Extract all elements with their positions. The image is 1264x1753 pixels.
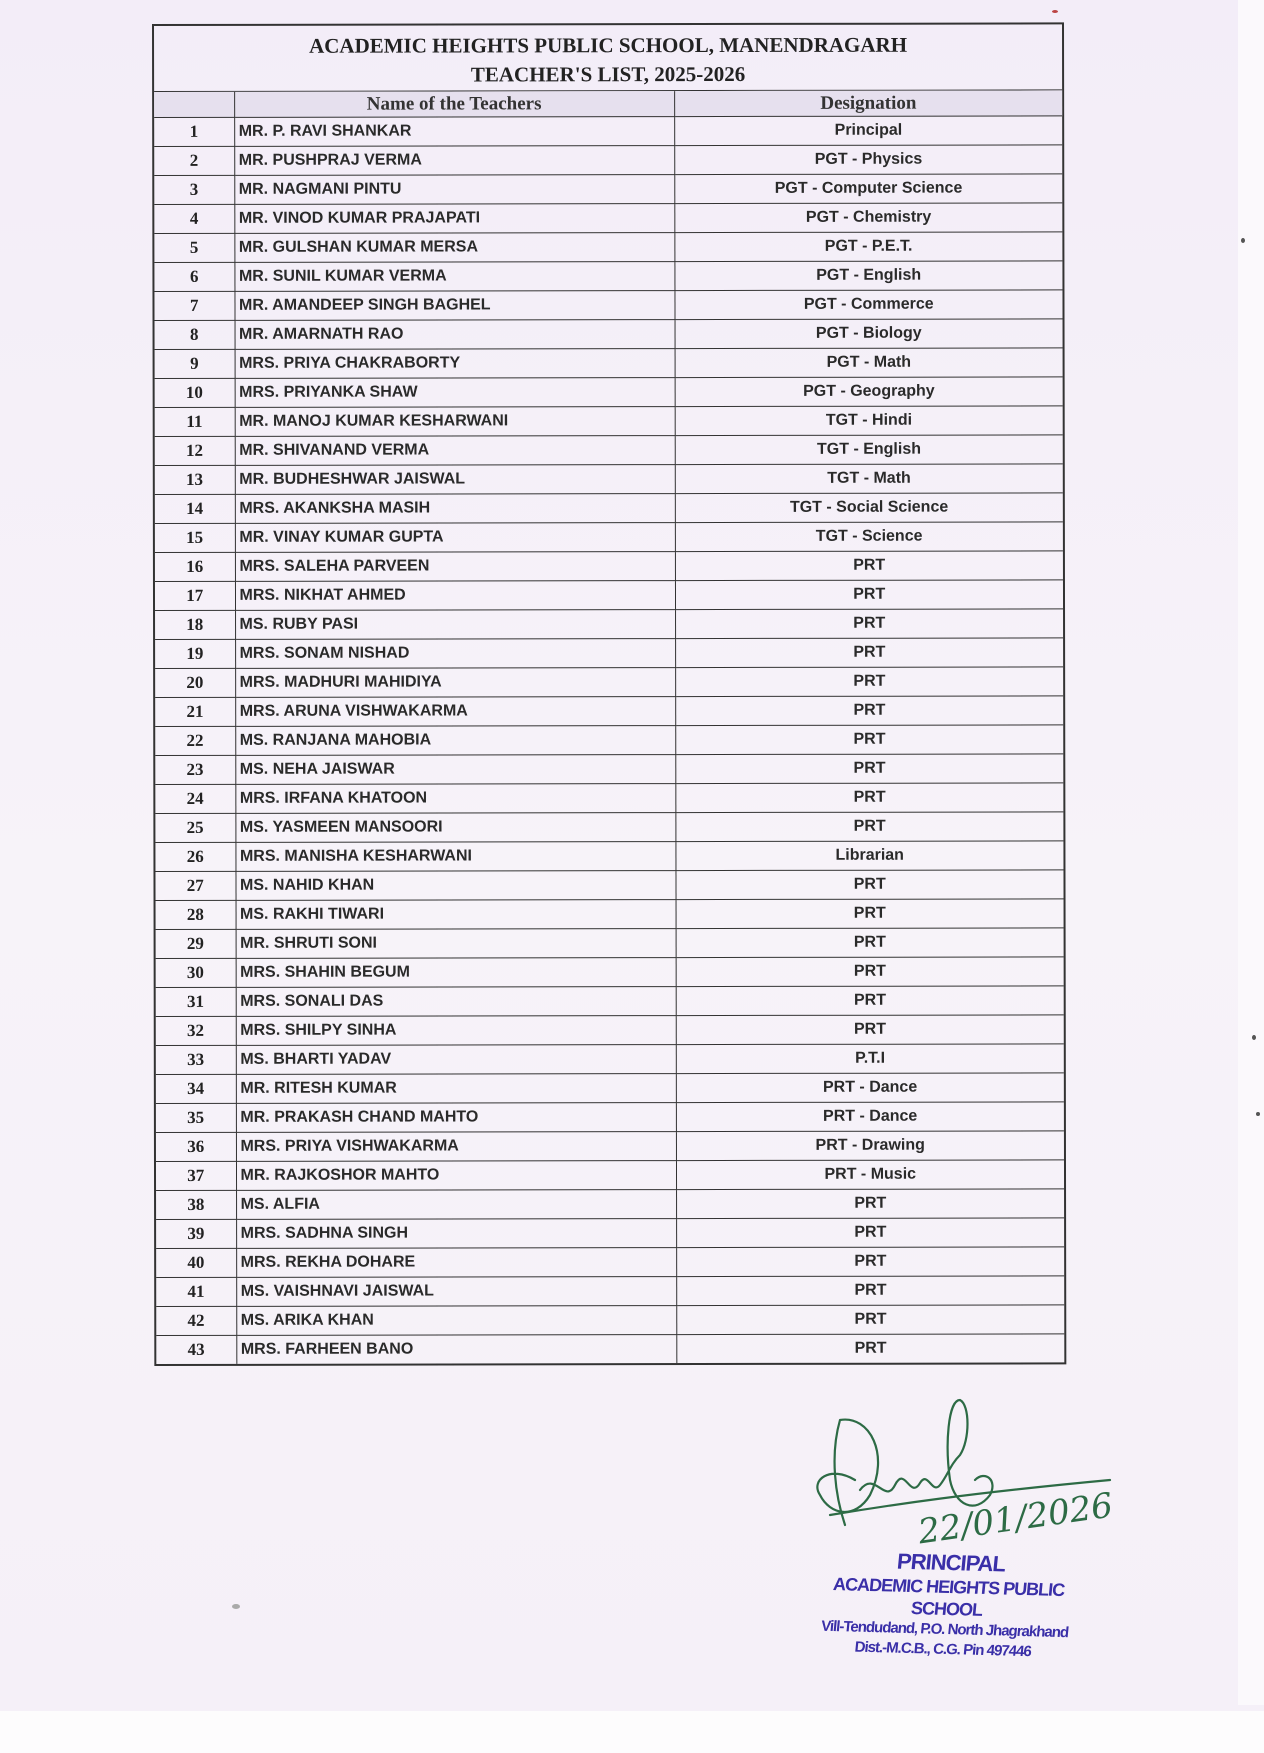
stamp-school: ACADEMIC HEIGHTS PUBLIC SCHOOL [832,1574,1066,1620]
table-row [156,1131,1064,1162]
name-cell: MRS. SADHNA SINGH [236,1219,676,1249]
table-row [155,725,1063,756]
designation-cell: TGT - Hindi [675,406,1063,436]
designation-cell: PRT - Drawing [676,1131,1064,1161]
serial-cell: 24 [155,784,235,813]
designation-cell: PGT - Geography [675,377,1063,407]
serial-cell: 15 [155,523,235,552]
school-name: ACADEMIC HEIGHTS PUBLIC SCHOOL, MANENDRAGARH [309,32,908,58]
name-cell: MRS. NIKHAT AHMED [235,581,675,611]
serial-cell: 1 [154,117,234,146]
scan-speck [232,1604,240,1609]
designation-cell: PRT [675,696,1063,726]
designation-cell: TGT - Science [675,522,1063,552]
designation-cell: PGT - Chemistry [674,203,1062,233]
name-cell: MS. YASMEEN MANSOORI [235,813,675,843]
serial-cell: 34 [156,1074,236,1103]
table-row [155,464,1063,495]
table-row [155,493,1063,524]
serial-cell: 29 [156,929,236,958]
designation-cell: PRT [675,725,1063,755]
table-row [155,841,1063,872]
name-cell: MRS. SHAHIN BEGUM [236,958,676,988]
name-cell: MRS. MADHURI MAHIDIYA [235,668,675,698]
stamp-title: PRINCIPAL [895,1548,1007,1577]
name-cell: MRS. FARHEEN BANO [236,1335,676,1364]
column-header-designation: Designation [674,90,1062,116]
table-row [155,870,1063,901]
serial-cell: 18 [155,610,235,639]
designation-cell: PRT [676,1276,1064,1306]
table-row [155,638,1063,669]
name-cell: MR. VINOD KUMAR PRAJAPATI [234,204,674,234]
name-cell: MR. SHIVANAND VERMA [235,436,675,466]
name-cell: MS. RANJANA MAHOBIA [235,726,675,756]
name-cell: MRS. SONALI DAS [236,987,676,1017]
name-cell: MS. NAHID KHAN [235,871,675,901]
scan-speck [1256,1112,1260,1116]
scan-speck [1052,10,1058,13]
name-cell: MR. P. RAVI SHANKAR [234,117,674,147]
table-row [154,232,1062,263]
serial-cell: 2 [154,146,234,175]
table-row [156,1015,1064,1046]
name-cell: MR. SHRUTI SONI [236,929,676,959]
name-cell: MS. BHARTI YADAV [236,1045,676,1075]
name-cell: MR. RITESH KUMAR [236,1074,676,1104]
name-cell: MRS. ARUNA VISHWAKARMA [235,697,675,727]
principal-stamp [807,1547,1087,1664]
serial-cell: 10 [155,378,235,407]
serial-cell: 33 [156,1045,236,1074]
table-row [156,957,1064,988]
name-cell: MR. BUDHESHWAR JAISWAL [235,465,675,495]
stamp-address-line1: Vill-Tendudand, P.O. North Jhagrakhand [820,1617,1069,1642]
name-cell: MS. RUBY PASI [235,610,675,640]
table-row [154,116,1062,147]
table-row [156,899,1064,930]
table-row [156,1102,1064,1133]
table-row [156,1218,1064,1249]
designation-cell: PGT - Physics [674,145,1062,175]
designation-cell: PGT - Commerce [674,290,1062,320]
scan-speck [1241,238,1245,243]
designation-cell: PRT [676,1218,1064,1248]
designation-cell: PRT [676,1015,1064,1045]
serial-cell: 30 [156,958,236,987]
name-cell: MRS. SONAM NISHAD [235,639,675,669]
serial-cell: 3 [154,175,234,204]
name-cell: MRS. AKANKSHA MASIH [235,494,675,524]
table-header-row [154,90,1062,117]
serial-cell: 22 [155,726,235,755]
designation-cell: PRT [675,667,1063,697]
serial-cell: 41 [156,1277,236,1306]
designation-cell: Principal [674,116,1062,146]
name-cell: MS. NEHA JAISWAR [235,755,675,785]
name-cell: MR. VINAY KUMAR GUPTA [235,523,675,553]
table-row [154,203,1062,234]
table-row [156,986,1064,1017]
designation-cell: PGT - Computer Science [674,174,1062,204]
serial-cell: 43 [156,1335,236,1364]
table-row [156,1305,1064,1336]
name-cell: MRS. MANISHA KESHARWANI [235,842,675,872]
signature-date: 22/01/2026 [915,1485,1116,1553]
designation-cell: PRT [675,812,1063,842]
serial-cell: 27 [155,871,235,900]
designation-cell: PRT [676,1305,1064,1335]
table-row [155,783,1063,814]
designation-cell: PGT - P.E.T. [674,232,1062,262]
serial-cell: 13 [155,465,235,494]
table-row [155,696,1063,727]
serial-cell: 25 [155,813,235,842]
serial-cell: 8 [155,320,235,349]
table-row [154,145,1062,176]
table-row [155,667,1063,698]
table-row [156,1044,1064,1075]
serial-cell: 19 [155,639,235,668]
table-row [155,580,1063,611]
name-cell: MRS. IRFANA KHATOON [235,784,675,814]
name-cell: MRS. PRIYANKA SHAW [235,378,675,408]
table-row [156,1189,1064,1220]
name-cell: MR. NAGMANI PINTU [234,175,674,205]
scan-speck [1252,1035,1256,1040]
table-row [155,435,1063,466]
table-row [156,1160,1064,1191]
table-row [156,1073,1064,1104]
serial-cell: 31 [156,987,236,1016]
serial-cell: 5 [154,233,234,262]
designation-cell: PRT [676,899,1064,929]
serial-cell: 20 [155,668,235,697]
serial-cell: 14 [155,494,235,523]
serial-cell: 21 [155,697,235,726]
designation-cell: PGT - Biology [675,319,1063,349]
designation-cell: PRT [675,754,1063,784]
designation-cell: TGT - Social Science [675,493,1063,523]
designation-cell: PRT [675,609,1063,639]
serial-cell: 40 [156,1248,236,1277]
designation-cell: PRT [675,580,1063,610]
designation-cell: PRT [676,1334,1064,1363]
serial-cell: 35 [156,1103,236,1132]
column-header-serial [154,92,234,118]
serial-cell: 37 [156,1161,236,1190]
designation-cell: TGT - English [675,435,1063,465]
serial-cell: 36 [156,1132,236,1161]
name-cell: MR. AMANDEEP SINGH BAGHEL [234,291,674,321]
table-row [155,406,1063,437]
stamp-address-line2: Dist.-M.C.B., C.G. Pin 497446 [853,1638,1032,1661]
designation-cell: PGT - English [674,261,1062,291]
name-cell: MRS. SHILPY SINHA [236,1016,676,1046]
serial-cell: 9 [155,349,235,378]
table-row [156,1334,1064,1364]
table-row [155,319,1063,350]
serial-cell: 6 [154,262,234,291]
serial-cell: 39 [156,1219,236,1248]
designation-cell: TGT - Math [675,464,1063,494]
designation-cell: P.T.I [676,1044,1064,1074]
designation-cell: PRT [676,928,1064,958]
name-cell: MR. AMARNATH RAO [235,320,675,350]
serial-cell: 4 [154,204,234,233]
table-row [155,812,1063,843]
designation-cell: PRT [676,1247,1064,1277]
name-cell: MRS. SALEHA PARVEEN [235,552,675,582]
name-cell: MRS. PRIYA CHAKRABORTY [235,349,675,379]
name-cell: MS. ALFIA [236,1190,676,1220]
name-cell: MRS. REKHA DOHARE [236,1248,676,1278]
serial-cell: 17 [155,581,235,610]
table-row [155,609,1063,640]
designation-cell: PRT - Music [676,1160,1064,1190]
page-edge [0,1711,1264,1753]
name-cell: MRS. PRIYA VISHWAKARMA [236,1132,676,1162]
designation-cell: PRT [675,783,1063,813]
name-cell: MS. RAKHI TIWARI [236,900,676,930]
designation-cell: PRT [675,551,1063,581]
table-row [156,928,1064,959]
name-cell: MS. ARIKA KHAN [236,1306,676,1336]
teachers-table [154,90,1064,1364]
serial-cell: 16 [155,552,235,581]
teacher-list-table [152,22,1066,1366]
column-header-name: Name of the Teachers [234,91,674,117]
table-row [155,522,1063,553]
list-title: TEACHER'S LIST, 2025-2026 [470,61,746,87]
table-row [155,377,1063,408]
designation-cell: PRT [676,986,1064,1016]
name-cell: MR. RAJKOSHOR MAHTO [236,1161,676,1191]
name-cell: MR. SUNIL KUMAR VERMA [234,262,674,292]
serial-cell: 12 [155,436,235,465]
page-edge [1238,0,1264,1705]
designation-cell: PRT [676,1189,1064,1219]
document-header [154,24,1062,92]
principal-signature [800,1385,1140,1555]
designation-cell: PRT [675,638,1063,668]
serial-cell: 7 [154,291,234,320]
serial-cell: 28 [156,900,236,929]
name-cell: MS. VAISHNAVI JAISWAL [236,1277,676,1307]
name-cell: MR. MANOJ KUMAR KESHARWANI [235,407,675,437]
table-row [154,290,1062,321]
table-row [156,1276,1064,1307]
serial-cell: 32 [156,1016,236,1045]
designation-cell: PRT - Dance [676,1102,1064,1132]
designation-cell: PRT [676,957,1064,987]
table-row [156,1247,1064,1278]
serial-cell: 11 [155,407,235,436]
serial-cell: 23 [155,755,235,784]
name-cell: MR. PRAKASH CHAND MAHTO [236,1103,676,1133]
table-body [154,116,1064,1364]
name-cell: MR. PUSHPRAJ VERMA [234,146,674,176]
table-row [155,348,1063,379]
table-row [154,261,1062,292]
designation-cell: PGT - Math [675,348,1063,378]
table-row [155,754,1063,785]
designation-cell: Librarian [675,841,1063,871]
designation-cell: PRT - Dance [676,1073,1064,1103]
table-row [154,174,1062,205]
name-cell: MR. GULSHAN KUMAR MERSA [234,233,674,263]
serial-cell: 26 [155,842,235,871]
designation-cell: PRT [675,870,1063,900]
serial-cell: 38 [156,1190,236,1219]
table-row [155,551,1063,582]
serial-cell: 42 [156,1306,236,1335]
